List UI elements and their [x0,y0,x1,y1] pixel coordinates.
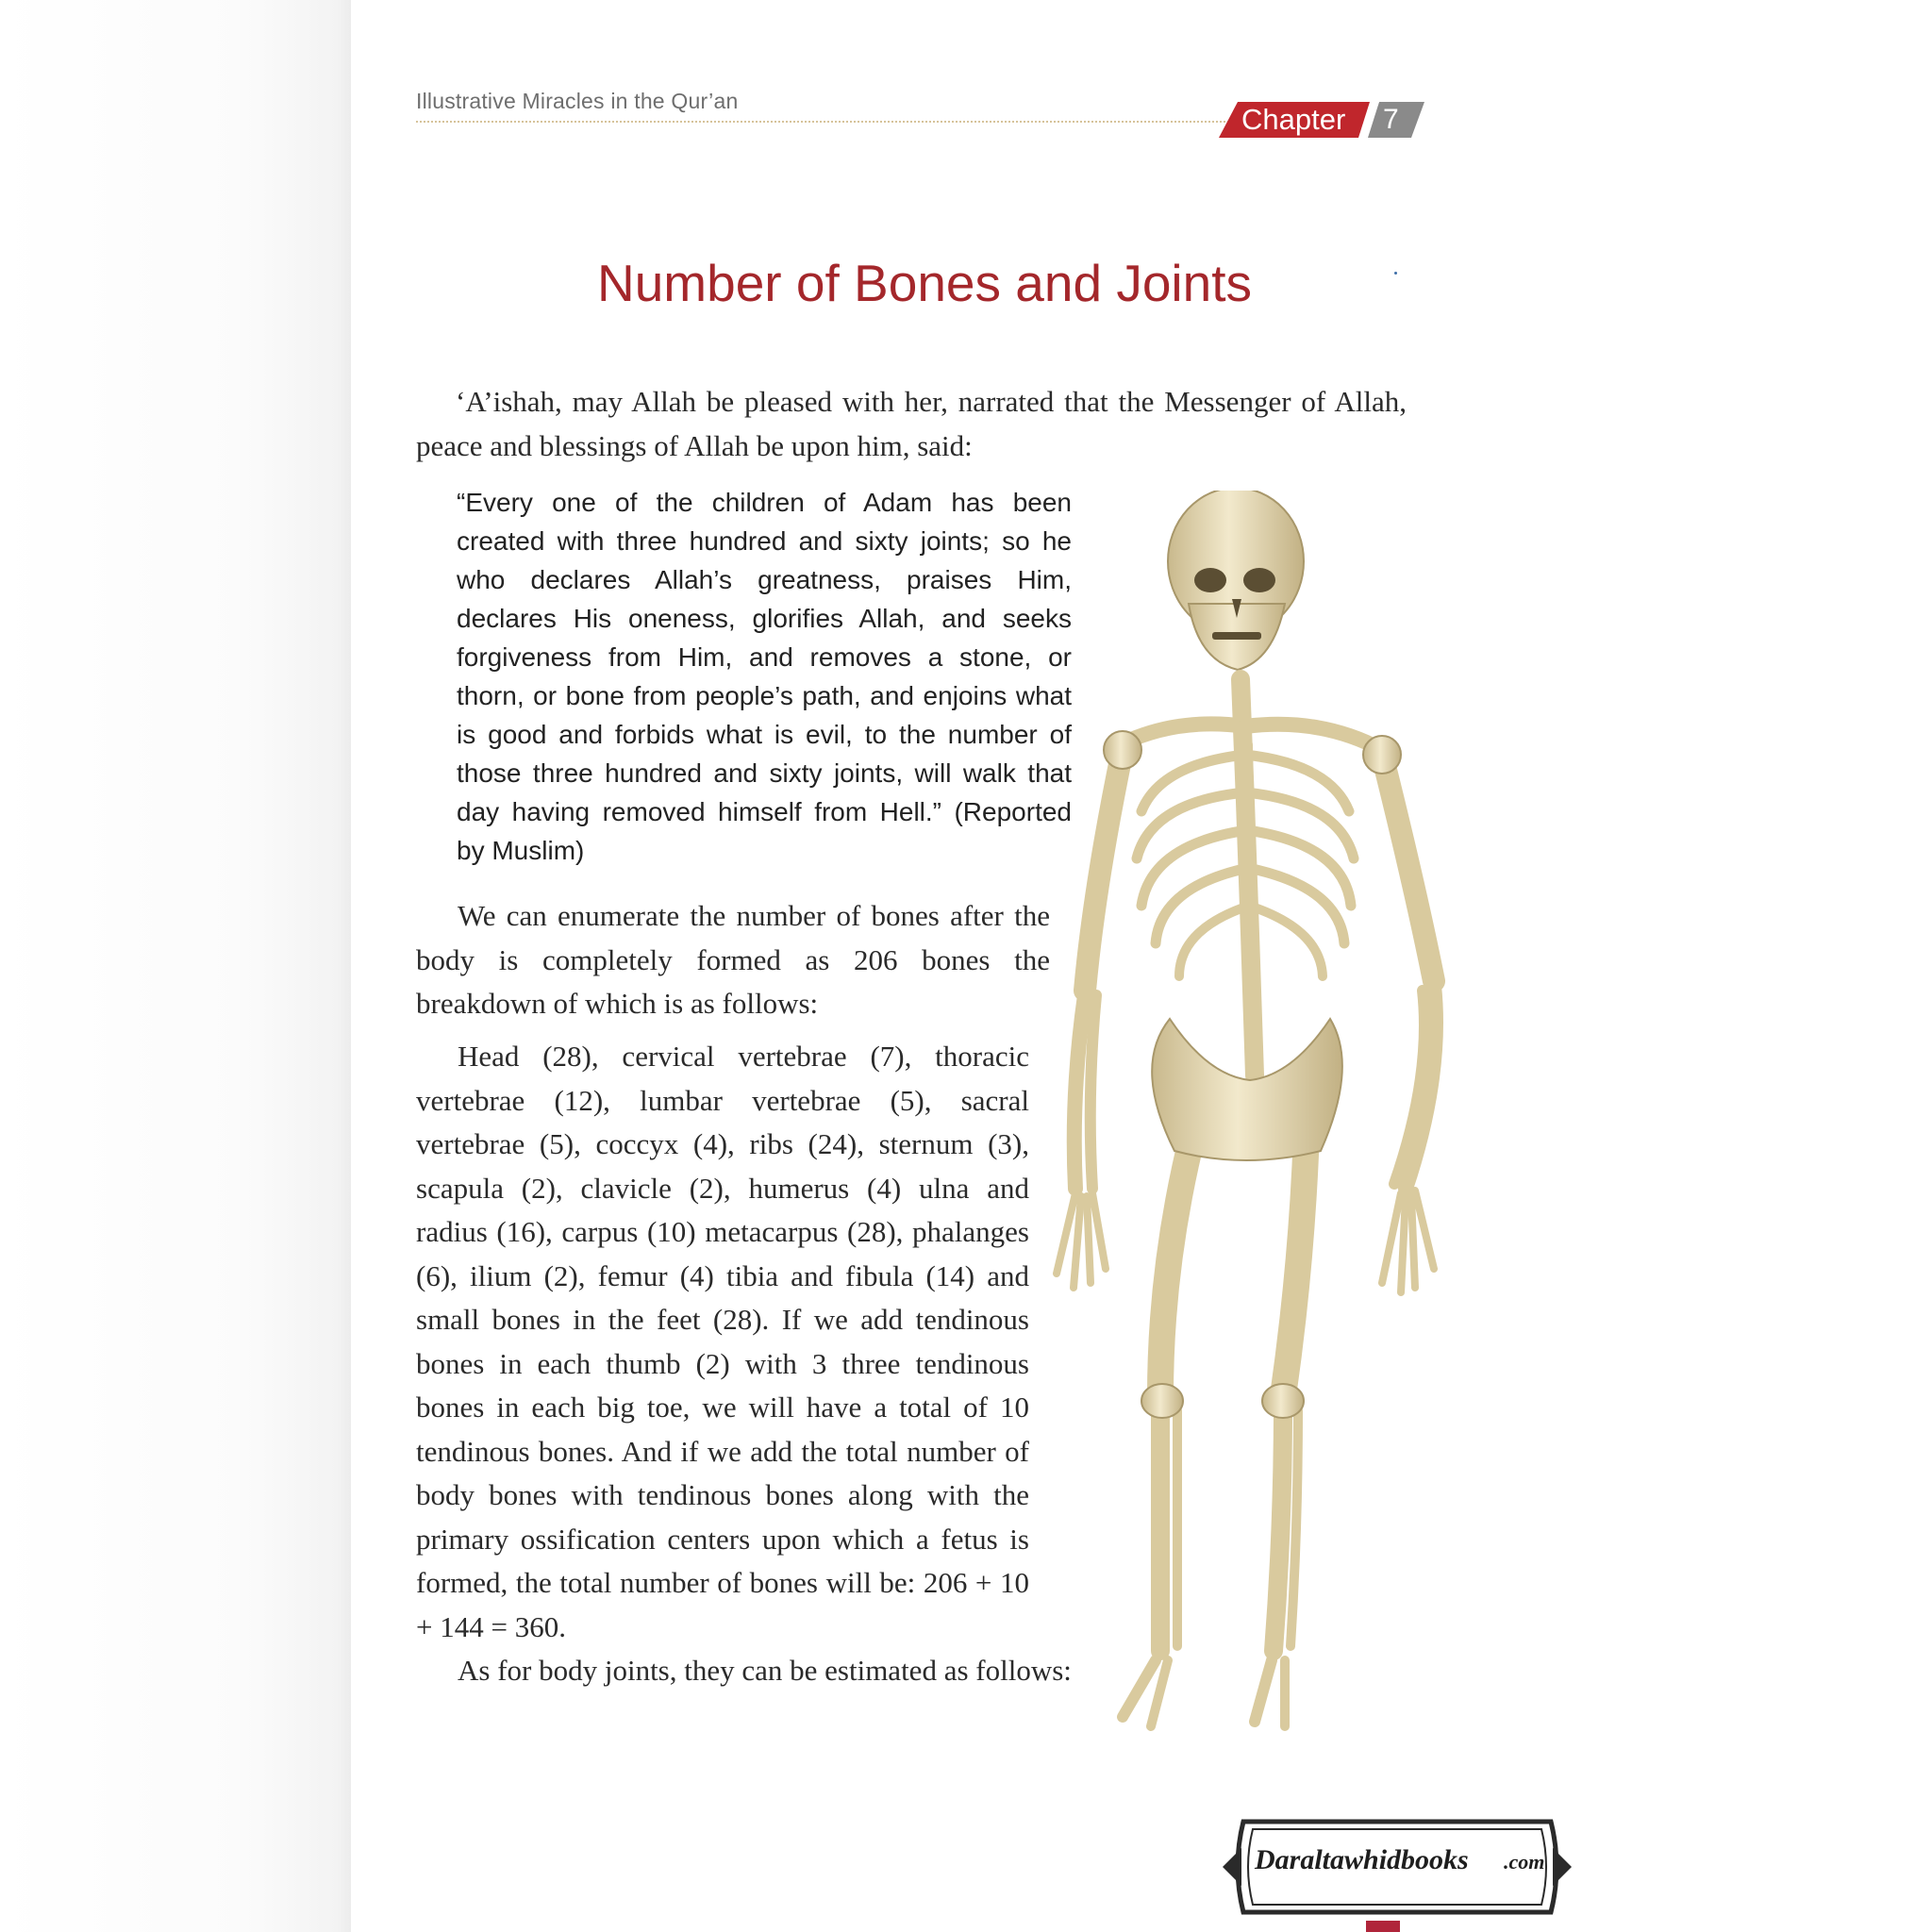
page-edge-mark [1366,1921,1400,1932]
chapter-number: 7 [1383,104,1399,135]
print-speck [1394,272,1397,275]
watermark-suffix: .com [1504,1850,1545,1874]
header-rule [416,121,1237,123]
page-title: Number of Bones and Joints [597,254,1252,312]
book-spine-shading [0,0,351,1932]
chapter-tab [1219,102,1370,138]
body-paragraph-3: As for body joints, they can be estimated as follows: [458,1654,1072,1687]
skeleton-illustration [1019,491,1462,1755]
running-head: Illustrative Miracles in the Qur’an [416,89,739,113]
chapter-label: Chapter [1241,103,1346,136]
hadith-quote: “Every one of the children of Adam has been created with three hundred and sixty joints; so he who declares Allah’s greatness, praises Him, declares His oneness, glorifies Allah, and seeks forgiveness from Him, and removes a stone, or thorn, or bone from people’s path, and enjoins what is good and forbids what is evil, to the number of those three hundred and sixty joints, will walk that day having removed himself from Hell.” (Reported by Muslim) [457,488,1072,865]
watermark-badge [1215,1816,1579,1918]
intro-paragraph: ‘A’ishah, may Allah be pleased with her, narrated that the Messenger of Allah, peace and blessings of Allah be upon him, said: [416,385,1407,462]
watermark-name: Daraltawhidbooks [1255,1844,1469,1875]
body-paragraph-2: Head (28), cervical vertebrae (7), thoracic vertebrae (12), lumbar vertebrae (5), sacral vertebrae (5), coccyx (4), ribs (24), sternum (3), scapula (2), clavicle (2), humerus (4) ulna and radius (16), carpus (10) metacarpus (28), phalanges (6), ilium (2), femur (4) tibia and fibula (14) and small bones in the feet (28). If we add tendinous bones in each thumb (2) with 3 three tendinous bones in each big toe, we will have a total of 10 tendinous bones. And if we add the total number of body bones with tendinous bones along with the primary ossification centers upon which a fetus is formed, the total number of bones will be: 206 + 10 + 144 = 360. [416,1040,1029,1643]
body-paragraph-1: We can enumerate the number of bones after the body is completely formed as 206 bones the breakdown of which is as follows: [416,899,1050,1020]
